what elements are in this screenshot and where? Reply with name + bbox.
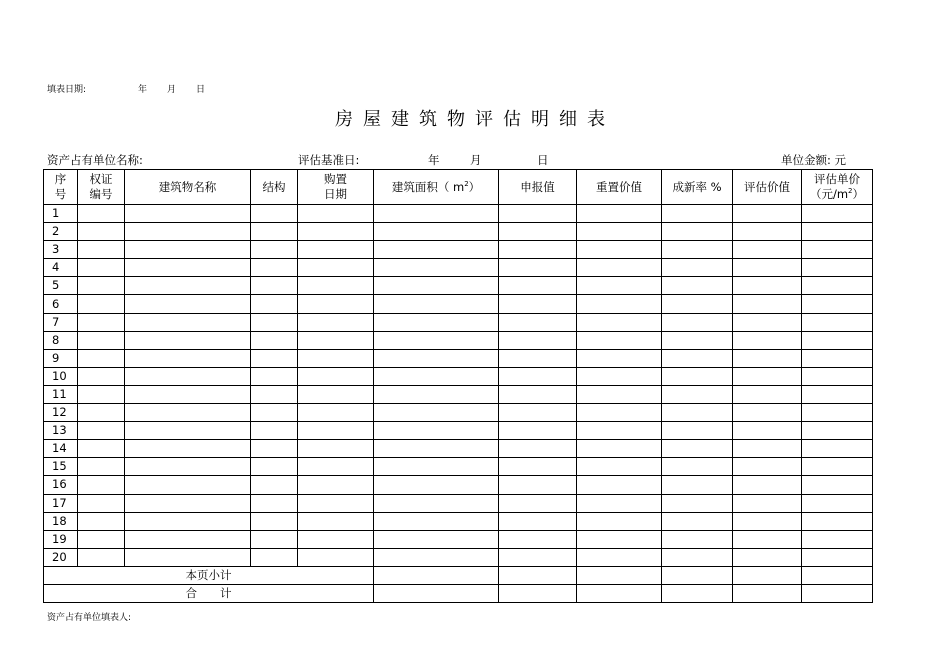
col-declared: 申报值 bbox=[499, 170, 577, 205]
table-row bbox=[44, 440, 873, 458]
table-row bbox=[44, 530, 873, 548]
cell[interactable] bbox=[733, 331, 802, 349]
cell[interactable] bbox=[298, 494, 374, 512]
fill-date-label: 填表日期: bbox=[47, 85, 87, 95]
cell[interactable] bbox=[733, 458, 802, 476]
cell[interactable] bbox=[733, 367, 802, 385]
cell[interactable] bbox=[577, 331, 662, 349]
cell[interactable] bbox=[662, 404, 733, 422]
cell[interactable] bbox=[78, 385, 125, 403]
header-row bbox=[44, 170, 873, 205]
col-seq bbox=[44, 170, 78, 205]
table-row bbox=[44, 548, 873, 566]
cell[interactable] bbox=[251, 277, 298, 295]
cell[interactable] bbox=[125, 530, 251, 548]
row-number: 8 bbox=[44, 331, 78, 349]
col-unit-price-sup: 2 bbox=[848, 187, 853, 196]
cell[interactable] bbox=[374, 494, 499, 512]
cell[interactable] bbox=[78, 205, 125, 223]
row-number: 18 bbox=[44, 512, 78, 530]
col-unit-price-line1: 评估单价 bbox=[814, 172, 860, 186]
cell[interactable] bbox=[577, 277, 662, 295]
cell[interactable] bbox=[499, 440, 577, 458]
cell[interactable] bbox=[374, 295, 499, 313]
table-row bbox=[44, 241, 873, 259]
cell[interactable] bbox=[298, 259, 374, 277]
cell[interactable] bbox=[662, 458, 733, 476]
col-area-close: ） bbox=[468, 179, 481, 194]
cell[interactable] bbox=[733, 259, 802, 277]
cell[interactable] bbox=[251, 494, 298, 512]
cell[interactable] bbox=[499, 494, 577, 512]
cell[interactable] bbox=[499, 259, 577, 277]
cell[interactable] bbox=[577, 476, 662, 494]
cell[interactable] bbox=[577, 548, 662, 566]
cell[interactable] bbox=[577, 223, 662, 241]
cell[interactable] bbox=[733, 422, 802, 440]
cell[interactable] bbox=[78, 404, 125, 422]
table-row bbox=[44, 404, 873, 422]
cell[interactable] bbox=[662, 205, 733, 223]
cell[interactable] bbox=[125, 512, 251, 530]
cell[interactable] bbox=[662, 530, 733, 548]
cell[interactable] bbox=[802, 349, 873, 367]
table-row bbox=[44, 259, 873, 277]
cell[interactable] bbox=[499, 476, 577, 494]
cell[interactable] bbox=[374, 385, 499, 403]
cell[interactable] bbox=[802, 385, 873, 403]
cell[interactable] bbox=[374, 458, 499, 476]
table-row bbox=[44, 295, 873, 313]
cell[interactable] bbox=[374, 422, 499, 440]
cell[interactable] bbox=[78, 494, 125, 512]
cell[interactable] bbox=[662, 295, 733, 313]
cell[interactable] bbox=[802, 548, 873, 566]
cell[interactable] bbox=[733, 313, 802, 331]
cell[interactable] bbox=[499, 313, 577, 331]
col-unit-price bbox=[802, 170, 873, 205]
cell[interactable] bbox=[662, 440, 733, 458]
cell[interactable] bbox=[662, 422, 733, 440]
row-number: 3 bbox=[44, 241, 78, 259]
cell[interactable] bbox=[125, 494, 251, 512]
col-seq-line1: 序 bbox=[54, 172, 67, 186]
cell[interactable] bbox=[251, 440, 298, 458]
col-area-text: 建筑面积（ m bbox=[391, 179, 465, 194]
total-label: 合 计 bbox=[44, 584, 374, 602]
row-number: 2 bbox=[44, 223, 78, 241]
cell[interactable] bbox=[577, 440, 662, 458]
base-date-label: 评估基准日: bbox=[298, 153, 360, 167]
cell[interactable] bbox=[298, 476, 374, 494]
base-date-month: 月 bbox=[470, 153, 482, 167]
row-number: 4 bbox=[44, 259, 78, 277]
cell[interactable] bbox=[125, 205, 251, 223]
col-unit-price-close: ） bbox=[852, 187, 865, 201]
cell[interactable] bbox=[125, 385, 251, 403]
cell[interactable] bbox=[251, 458, 298, 476]
unit-label: 单位金额: 元 bbox=[781, 153, 847, 167]
col-purchase-line1: 购置 bbox=[324, 172, 347, 186]
cell[interactable] bbox=[374, 241, 499, 259]
cell[interactable] bbox=[251, 548, 298, 566]
table-row bbox=[44, 367, 873, 385]
cell[interactable] bbox=[298, 422, 374, 440]
cell[interactable] bbox=[802, 494, 873, 512]
cell[interactable] bbox=[251, 367, 298, 385]
cell[interactable] bbox=[662, 223, 733, 241]
col-cert bbox=[78, 170, 125, 205]
table-body bbox=[44, 205, 873, 567]
fill-date-year: 年 bbox=[138, 85, 148, 95]
cell[interactable] bbox=[733, 530, 802, 548]
row-number: 10 bbox=[44, 367, 78, 385]
cell[interactable] bbox=[802, 404, 873, 422]
cell[interactable] bbox=[662, 259, 733, 277]
cell[interactable] bbox=[499, 458, 577, 476]
base-date-year: 年 bbox=[428, 153, 440, 167]
cell[interactable] bbox=[374, 404, 499, 422]
cell[interactable] bbox=[251, 349, 298, 367]
cell[interactable] bbox=[298, 440, 374, 458]
cell[interactable] bbox=[125, 331, 251, 349]
cell[interactable] bbox=[499, 385, 577, 403]
row-number: 11 bbox=[44, 385, 78, 403]
cell[interactable] bbox=[78, 313, 125, 331]
cell[interactable] bbox=[125, 404, 251, 422]
cell[interactable] bbox=[577, 295, 662, 313]
cell[interactable] bbox=[125, 440, 251, 458]
cell[interactable] bbox=[577, 404, 662, 422]
cell[interactable] bbox=[577, 584, 662, 602]
cell[interactable] bbox=[374, 512, 499, 530]
cell[interactable] bbox=[733, 548, 802, 566]
subtotal-row bbox=[44, 566, 873, 584]
cell[interactable] bbox=[577, 259, 662, 277]
cell[interactable] bbox=[298, 367, 374, 385]
base-date-day: 日 bbox=[537, 153, 549, 167]
cell[interactable] bbox=[298, 512, 374, 530]
cell[interactable] bbox=[78, 241, 125, 259]
cell[interactable] bbox=[733, 512, 802, 530]
cell[interactable] bbox=[374, 566, 499, 584]
cell[interactable] bbox=[251, 476, 298, 494]
cell[interactable] bbox=[733, 223, 802, 241]
cell[interactable] bbox=[499, 512, 577, 530]
cell[interactable] bbox=[577, 458, 662, 476]
cell[interactable] bbox=[499, 404, 577, 422]
table-row bbox=[44, 277, 873, 295]
cell[interactable] bbox=[78, 476, 125, 494]
cell[interactable] bbox=[374, 440, 499, 458]
cell[interactable] bbox=[78, 367, 125, 385]
cell[interactable] bbox=[662, 476, 733, 494]
asset-table bbox=[43, 169, 873, 603]
row-number: 15 bbox=[44, 458, 78, 476]
table-row bbox=[44, 313, 873, 331]
col-purchase bbox=[298, 170, 374, 205]
cell[interactable] bbox=[499, 331, 577, 349]
cell[interactable] bbox=[662, 277, 733, 295]
cell[interactable] bbox=[298, 385, 374, 403]
cell[interactable] bbox=[802, 440, 873, 458]
cell[interactable] bbox=[577, 241, 662, 259]
cell[interactable] bbox=[125, 458, 251, 476]
cell[interactable] bbox=[733, 494, 802, 512]
cell[interactable] bbox=[251, 512, 298, 530]
cell[interactable] bbox=[78, 223, 125, 241]
col-newness: 成新率 % bbox=[662, 170, 733, 205]
cell[interactable] bbox=[374, 205, 499, 223]
cell[interactable] bbox=[577, 313, 662, 331]
cell[interactable] bbox=[125, 241, 251, 259]
cell[interactable] bbox=[78, 259, 125, 277]
cell[interactable] bbox=[298, 404, 374, 422]
cell[interactable] bbox=[802, 530, 873, 548]
cell[interactable] bbox=[577, 566, 662, 584]
col-unit-price-text: （元/m bbox=[809, 187, 849, 201]
col-structure: 结构 bbox=[251, 170, 298, 205]
table-row bbox=[44, 223, 873, 241]
cell[interactable] bbox=[298, 331, 374, 349]
cell[interactable] bbox=[577, 205, 662, 223]
cell[interactable] bbox=[733, 205, 802, 223]
fill-date-day: 日 bbox=[196, 85, 206, 95]
cell[interactable] bbox=[374, 349, 499, 367]
cell[interactable] bbox=[251, 404, 298, 422]
cell[interactable] bbox=[733, 295, 802, 313]
cell[interactable] bbox=[499, 584, 577, 602]
row-number: 7 bbox=[44, 313, 78, 331]
cell[interactable] bbox=[802, 313, 873, 331]
cell[interactable] bbox=[802, 277, 873, 295]
cell[interactable] bbox=[499, 205, 577, 223]
cell[interactable] bbox=[499, 566, 577, 584]
cell[interactable] bbox=[251, 530, 298, 548]
row-number: 17 bbox=[44, 494, 78, 512]
cell[interactable] bbox=[125, 476, 251, 494]
cell[interactable] bbox=[802, 458, 873, 476]
cell[interactable] bbox=[733, 241, 802, 259]
cell[interactable] bbox=[802, 476, 873, 494]
cell[interactable] bbox=[577, 422, 662, 440]
col-area-sup: 2 bbox=[464, 179, 469, 188]
cell[interactable] bbox=[733, 440, 802, 458]
cell[interactable] bbox=[733, 349, 802, 367]
row-number: 12 bbox=[44, 404, 78, 422]
cell[interactable] bbox=[125, 259, 251, 277]
cell[interactable] bbox=[298, 530, 374, 548]
cell[interactable] bbox=[251, 259, 298, 277]
cell[interactable] bbox=[298, 548, 374, 566]
table-row bbox=[44, 476, 873, 494]
cell[interactable] bbox=[802, 295, 873, 313]
cell[interactable] bbox=[662, 548, 733, 566]
cell[interactable] bbox=[125, 367, 251, 385]
cell[interactable] bbox=[802, 259, 873, 277]
cell[interactable] bbox=[251, 295, 298, 313]
fill-date-month: 月 bbox=[167, 85, 177, 95]
table-row bbox=[44, 385, 873, 403]
cell[interactable] bbox=[298, 295, 374, 313]
cell[interactable] bbox=[802, 512, 873, 530]
subtotal-label: 本页小计 bbox=[44, 566, 374, 584]
cell[interactable] bbox=[802, 223, 873, 241]
cell[interactable] bbox=[499, 277, 577, 295]
cell[interactable] bbox=[802, 566, 873, 584]
cell[interactable] bbox=[577, 512, 662, 530]
cell[interactable] bbox=[78, 458, 125, 476]
cell[interactable] bbox=[251, 241, 298, 259]
row-number: 1 bbox=[44, 205, 78, 223]
cell[interactable] bbox=[374, 331, 499, 349]
col-name: 建筑物名称 bbox=[125, 170, 251, 205]
cell[interactable] bbox=[499, 349, 577, 367]
cell[interactable] bbox=[78, 331, 125, 349]
cell[interactable] bbox=[802, 241, 873, 259]
cell[interactable] bbox=[577, 349, 662, 367]
table-row bbox=[44, 458, 873, 476]
cell[interactable] bbox=[298, 277, 374, 295]
row-number: 14 bbox=[44, 440, 78, 458]
cell[interactable] bbox=[733, 385, 802, 403]
cell[interactable] bbox=[499, 548, 577, 566]
cell[interactable] bbox=[298, 313, 374, 331]
cell[interactable] bbox=[125, 349, 251, 367]
cell[interactable] bbox=[577, 530, 662, 548]
cell[interactable] bbox=[499, 295, 577, 313]
cell[interactable] bbox=[298, 223, 374, 241]
page-title: 房屋建筑物评估明细表 bbox=[335, 109, 615, 130]
cell[interactable] bbox=[802, 584, 873, 602]
cell[interactable] bbox=[733, 566, 802, 584]
cell[interactable] bbox=[374, 548, 499, 566]
cell[interactable] bbox=[499, 223, 577, 241]
total-row bbox=[44, 584, 873, 602]
col-area bbox=[374, 170, 499, 205]
table-row bbox=[44, 331, 873, 349]
table-row bbox=[44, 512, 873, 530]
cell[interactable] bbox=[251, 422, 298, 440]
cell[interactable] bbox=[662, 313, 733, 331]
filler-label: 资产占有单位填表人: bbox=[47, 613, 132, 623]
cell[interactable] bbox=[499, 530, 577, 548]
cell[interactable] bbox=[577, 494, 662, 512]
cell[interactable] bbox=[298, 458, 374, 476]
cell[interactable] bbox=[125, 223, 251, 241]
cell[interactable] bbox=[125, 295, 251, 313]
col-appraised: 评估价值 bbox=[733, 170, 802, 205]
col-cert-line1: 权证 bbox=[89, 172, 113, 186]
cell[interactable] bbox=[374, 259, 499, 277]
cell[interactable] bbox=[298, 205, 374, 223]
cell[interactable] bbox=[577, 385, 662, 403]
cell[interactable] bbox=[577, 367, 662, 385]
cell[interactable] bbox=[251, 205, 298, 223]
cell[interactable] bbox=[499, 422, 577, 440]
col-cert-line2: 编号 bbox=[89, 187, 113, 201]
row-number: 6 bbox=[44, 295, 78, 313]
cell[interactable] bbox=[662, 367, 733, 385]
cell[interactable] bbox=[78, 422, 125, 440]
cell[interactable] bbox=[78, 530, 125, 548]
cell[interactable] bbox=[298, 241, 374, 259]
cell[interactable] bbox=[251, 385, 298, 403]
cell[interactable] bbox=[78, 277, 125, 295]
col-replacement: 重置价值 bbox=[577, 170, 662, 205]
cell[interactable] bbox=[733, 584, 802, 602]
cell[interactable] bbox=[662, 566, 733, 584]
col-purchase-line2: 日期 bbox=[324, 187, 347, 201]
cell[interactable] bbox=[802, 367, 873, 385]
cell[interactable] bbox=[78, 440, 125, 458]
cell[interactable] bbox=[662, 331, 733, 349]
cell[interactable] bbox=[662, 241, 733, 259]
cell[interactable] bbox=[733, 277, 802, 295]
table-row bbox=[44, 349, 873, 367]
cell[interactable] bbox=[662, 494, 733, 512]
cell[interactable] bbox=[733, 404, 802, 422]
col-unit-price-line2 bbox=[802, 187, 872, 202]
row-number: 16 bbox=[44, 476, 78, 494]
cell[interactable] bbox=[251, 313, 298, 331]
cell[interactable] bbox=[251, 223, 298, 241]
cell[interactable] bbox=[125, 313, 251, 331]
cell[interactable] bbox=[78, 512, 125, 530]
cell[interactable] bbox=[499, 241, 577, 259]
table-row bbox=[44, 494, 873, 512]
cell[interactable] bbox=[78, 548, 125, 566]
cell[interactable] bbox=[374, 367, 499, 385]
cell[interactable] bbox=[662, 584, 733, 602]
cell[interactable] bbox=[802, 331, 873, 349]
cell[interactable] bbox=[374, 584, 499, 602]
cell[interactable] bbox=[662, 512, 733, 530]
cell[interactable] bbox=[374, 530, 499, 548]
cell[interactable] bbox=[78, 349, 125, 367]
row-number: 13 bbox=[44, 422, 78, 440]
cell[interactable] bbox=[125, 548, 251, 566]
table-row bbox=[44, 205, 873, 223]
row-number: 5 bbox=[44, 277, 78, 295]
row-number: 9 bbox=[44, 349, 78, 367]
cell[interactable] bbox=[733, 476, 802, 494]
cell[interactable] bbox=[499, 367, 577, 385]
cell[interactable] bbox=[802, 422, 873, 440]
cell[interactable] bbox=[298, 349, 374, 367]
cell[interactable] bbox=[374, 223, 499, 241]
cell[interactable] bbox=[78, 295, 125, 313]
row-number: 20 bbox=[44, 548, 78, 566]
cell[interactable] bbox=[662, 385, 733, 403]
cell[interactable] bbox=[125, 422, 251, 440]
cell[interactable] bbox=[125, 277, 251, 295]
col-seq-line2: 号 bbox=[54, 187, 67, 201]
cell[interactable] bbox=[662, 349, 733, 367]
cell[interactable] bbox=[374, 277, 499, 295]
cell[interactable] bbox=[374, 313, 499, 331]
owner-label: 资产占有单位名称: bbox=[47, 153, 143, 167]
cell[interactable] bbox=[251, 331, 298, 349]
cell[interactable] bbox=[802, 205, 873, 223]
cell[interactable] bbox=[374, 476, 499, 494]
row-number: 19 bbox=[44, 530, 78, 548]
table-row bbox=[44, 422, 873, 440]
